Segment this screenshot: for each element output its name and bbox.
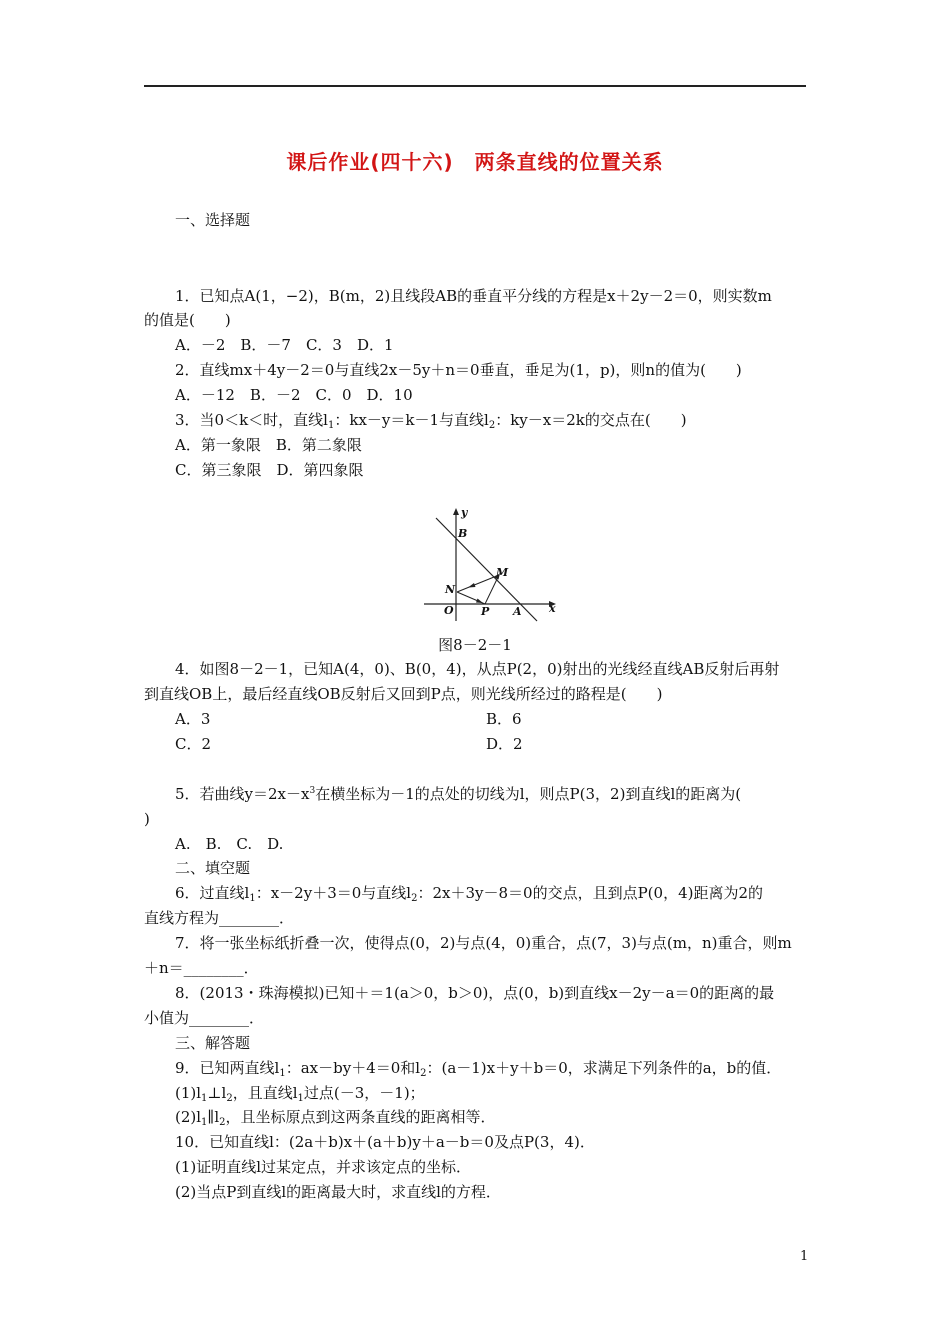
q8-text: 8．(2013・珠海模拟)已知＋＝1(a＞0，b＞0)，点(0，b)到直线x－2y－a＝0的距离的最 <box>175 984 775 1002</box>
label-y: y <box>461 506 468 519</box>
q7-text-cont: ＋n＝________． <box>144 959 259 977</box>
q4-text: 4．如图8－2－1，已知A(4，0)、B(0，4)，从点P(2，0)射出的光线经直线AB反射后再射 <box>175 660 780 678</box>
q9-condition-2: $(2)l_1\parallel l_2$，且坐标原点到这两条直线的距离相等． <box>175 1108 496 1128</box>
q2-options: A．－12 B．－2 C．0 D．10 <box>175 386 413 404</box>
q3-options-2: C．第三象限 D．第四象限 <box>175 461 364 479</box>
ray-np-arrow <box>476 599 483 604</box>
q5-text-cont: ) <box>144 810 150 828</box>
q10-text: 10．已知直线l：(2a＋b)x＋(a＋b)y＋a－b＝0及点P(3，4)． <box>175 1133 595 1151</box>
q4-text-cont: 到直线OB上，最后经直线OB反射后又回到P点，则光线所经过的路程是( ) <box>144 685 663 703</box>
q6-text-cont: 直线方程为________． <box>144 909 295 927</box>
label-n: N <box>445 583 456 596</box>
label-b: B <box>458 527 468 540</box>
header-rule <box>144 85 806 87</box>
q4-option-c: C．2 <box>175 735 212 753</box>
section-fill: 二、填空题 <box>175 859 251 877</box>
q4-options-row1 <box>175 710 522 728</box>
label-x: x <box>549 602 556 615</box>
q5-options: A. B. C. D. <box>175 835 284 853</box>
q1-options: A．－2 B．－7 C．3 D．1 <box>175 336 394 354</box>
q3-options-1: A．第一象限 B．第二象限 <box>175 436 362 454</box>
q10-condition-2: (2)当点P到直线l的距离最大时，求直线l的方程． <box>175 1183 501 1201</box>
label-m: M <box>496 566 509 579</box>
q9-text: 9．已知两直线$l_1$：ax－by＋4＝0和$l_2$：(a－1)x＋y＋b＝0，求满足下列条件的a，b的值． <box>175 1059 782 1079</box>
q4-option-a: A．3 <box>175 710 211 728</box>
q3-text: 3．当0＜k＜时，直线$l_1$：kx－y＝k－1与直线$l_2$：ky－x＝2k的交点在( ) <box>175 411 687 431</box>
q7-text: 7．将一张坐标纸折叠一次，使得点(0，2)与点(4，0)重合，点(7，3)与点(m，n)重合，则m <box>175 934 792 952</box>
label-p: P <box>481 605 490 618</box>
page-number: 1 <box>800 1249 809 1264</box>
q5-text: 5．若曲线$y=2x-x^3$在横坐标为－1的点处的切线为l，则点P(3，2)到直线l的距离为( <box>175 785 742 803</box>
ray-mn-arrow <box>468 583 476 588</box>
q1-text: 1．已知点A(1，−2)，B(m，2)且线段AB的垂直平分线的方程是x＋2y－2＝0，则实数m <box>175 287 772 305</box>
page-title: 课后作业(四十六) 两条直线的位置关系 <box>286 150 664 174</box>
figure-caption: 图8－2－1 <box>438 636 512 654</box>
section-answer: 三、解答题 <box>175 1034 251 1052</box>
label-o: O <box>444 604 454 617</box>
q9-condition-1: $(1)l_1\perp l_2$，且直线$l_1$过点(－3，－1)； <box>175 1084 425 1104</box>
q6-text: 6．过直线$l_1$：x－2y＋3＝0与直线$l_2$：2x＋3y－8＝0的交点，且到点P(0，4)距离为2的 <box>175 884 764 904</box>
y-axis-arrow <box>453 508 459 515</box>
label-a: A <box>513 605 522 618</box>
q1-text-cont: 的值是( ) <box>144 311 231 329</box>
q10-condition-1: (1)证明直线l过某定点，并求该定点的坐标． <box>175 1158 472 1176</box>
q4-option-d: D．2 <box>486 735 523 753</box>
q4-option-b: B．6 <box>486 710 522 728</box>
figure-8-2-1 <box>420 504 565 624</box>
q2-text: 2．直线mx＋4y－2＝0与直线2x－5y＋n＝0垂直，垂足为(1，p)，则n的值为( ) <box>175 361 742 379</box>
ray-mn <box>457 575 499 592</box>
q4-options-row2 <box>175 735 523 753</box>
q8-text-cont: 小值为________． <box>144 1009 265 1027</box>
section-choice: 一、选择题 <box>175 211 251 229</box>
